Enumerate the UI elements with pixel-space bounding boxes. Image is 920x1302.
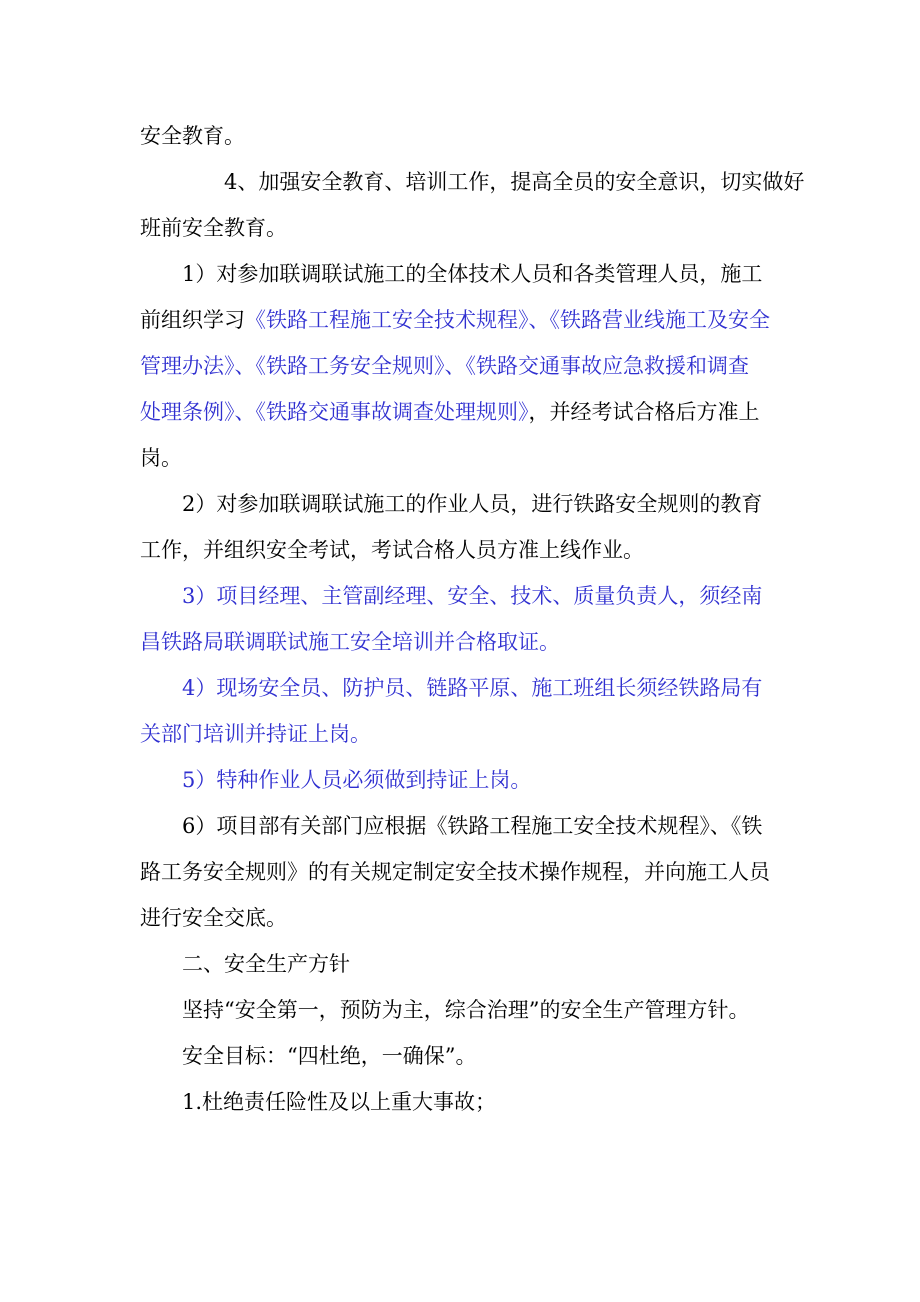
text-line-7 — [140, 389, 785, 435]
text-line-10: 工作，并组织安全考试，考试合格人员方准上线作业。 — [140, 538, 644, 562]
text-line-1: 安全教育。 — [140, 124, 245, 148]
text-line-15: 5）特种作业人员必须做到持证上岗。 — [182, 768, 532, 792]
text-line-18: 进行安全交底。 — [140, 906, 287, 930]
section-heading: 二、安全生产方针 — [182, 952, 350, 976]
text-line-21: 安全目标：“四杜绝，一确保”。 — [182, 1044, 477, 1068]
text-line-6: 管理办法》、《铁路工务安全规则》、《铁路交通事故应急救援和调查 — [140, 354, 749, 378]
text-line-8: 岗。 — [140, 446, 182, 470]
text-line-4: 1）对参加联调联试施工的全体技术人员和各类管理人员，施工 — [182, 262, 763, 286]
text-line-16: 6）项目部有关部门应根据《铁路工程施工安全技术规程》、《铁 — [182, 814, 763, 838]
text-line-9: 2）对参加联调联试施工的作业人员，进行铁路安全规则的教育 — [182, 492, 763, 516]
text-line-12: 昌铁路局联调联试施工安全培训并合格取证。 — [140, 630, 560, 654]
text-line-5-blue: 《铁路工程施工安全技术规程》、《铁路营业线施工及安全 — [245, 308, 770, 332]
text-line-5-plain: 前组织学习 — [140, 308, 245, 332]
text-line-3: 班前安全教育。 — [140, 216, 287, 240]
text-line-22: 1.杜绝责任险性及以上重大事故； — [182, 1090, 497, 1114]
text-line-11: 3）项目经理、主管副经理、安全、技术、质量负责人，须经南 — [182, 584, 763, 608]
document-body — [140, 113, 805, 1125]
text-line-17: 路工务安全规则》的有关规定制定安全技术操作规程，并向施工人员 — [140, 860, 770, 884]
text-line-20: 坚持“安全第一，预防为主，综合治理”的安全生产管理方针。 — [182, 998, 750, 1022]
text-line-5 — [140, 297, 785, 343]
text-line-14: 关部门培训并持证上岗。 — [140, 722, 371, 746]
text-line-13: 4）现场安全员、防护员、链路平原、施工班组长须经铁路局有 — [182, 676, 763, 700]
text-line-2: 4、加强安全教育、培训工作，提高全员的安全意识，切实做好 — [224, 170, 805, 194]
text-line-7-plain: ，并经考试合格后方准上 — [528, 400, 760, 424]
text-line-7-blue: 处理条例》、《铁路交通事故调查处理规则》 — [140, 400, 529, 424]
